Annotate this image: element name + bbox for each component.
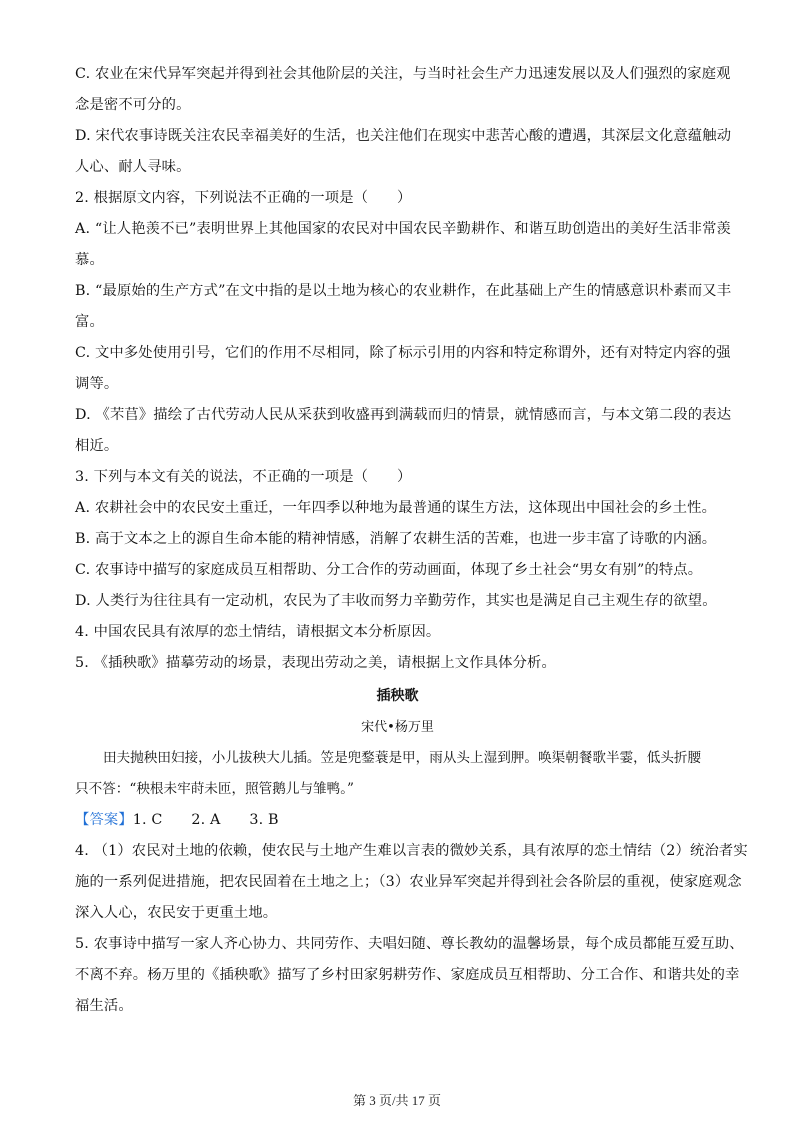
text-line: 人心、耐人寻味。 [75, 159, 191, 175]
answer-text-line: 不离不弃。杨万里的《插秧歌》描写了乡村田家躬耕劳作、家庭成员互相帮助、分工合作、和谐共处的幸 [75, 967, 740, 983]
poem-line: 田夫抛秧田妇接，小儿拔秧大儿插。笠是兜鍪蓑是甲，雨从头上湿到胛。唤渠朝餐歌半霎，低头折腰 [103, 750, 702, 766]
poem-title: 插秧歌 [376, 688, 419, 704]
text-line: C. 农业在宋代异军突起并得到社会其他阶层的关注，与当时社会生产力迅速发展以及人们强烈的家庭观 [75, 66, 731, 82]
text-line: B. “最原始的生产方式”在文中指的是以土地为核心的农业耕作，在此基础上产生的情感意识朴素而又丰 [75, 283, 732, 299]
answer-tag: 【答案】 [75, 812, 133, 828]
text-line: 念是密不可分的。 [75, 97, 191, 113]
question-4: 4. 中国农民具有浓厚的恋土情结，请根据文本分析原因。 [75, 624, 441, 640]
text-line: B. 高于文本之上的源自生命本能的精神情感，消解了农耕生活的苦难，也进一步丰富了诗歌的内涵。 [75, 531, 717, 547]
page-number: 第 3 页/共 17 页 [352, 1093, 442, 1108]
text-line: 慕。 [75, 252, 104, 268]
answer-text-line: 深入人心，农民安于更重土地。 [75, 905, 278, 921]
answer-text-line: 福生活。 [75, 998, 133, 1014]
text-line: A. 农耕社会中的农民安土重迁，一年四季以种地为最普通的谋生方法，这体现出中国社会的乡土性。 [75, 500, 717, 516]
text-line: D. 宋代农事诗既关注农民幸福美好的生活，也关注他们在现实中悲苦心酸的遭遇，其深层文化意蕴触动 [75, 128, 732, 144]
text-line: 富。 [75, 314, 104, 330]
answer-text-line: 4. （1）农民对土地的依赖，使农民与土地产生难以言表的微妙关系，具有浓厚的恋土情结（2）统治者实 [75, 843, 748, 859]
question-5: 5. 《插秧歌》描摹劳动的场景，表现出劳动之美，请根据上文作具体分析。 [75, 655, 556, 671]
text-line: A. “让人艳羡不已”表明世界上其他国家的农民对中国农民辛勤耕作、和谐互助创造出的美好生活非常羡 [75, 221, 731, 237]
poem-author: 宋代•杨万里 [361, 720, 434, 735]
answer-text-line: 施的一系列促进措施，把农民固着在土地之上；（3）农业异军突起并得到社会各阶层的重视，使家庭观念 [75, 874, 742, 890]
document-body [75, 59, 748, 1022]
text-line: 相近。 [75, 438, 119, 454]
answer-choices: 1. C 2. A 3. B [132, 812, 279, 828]
text-line: D. 《芣苢》描绘了古代劳动人民从采获到收盛再到满载而归的情景，就情感而言，与本文第二段的表达 [75, 407, 732, 423]
question-3: 3. 下列与本文有关的说法，不正确的一项是（ ） [75, 469, 412, 485]
answer-text-line: 5. 农事诗中描写一家人齐心协力、共同劳作、夫唱妇随、尊长教幼的温馨场景，每个成员都能互爱互助、 [75, 936, 744, 952]
question-2: 2. 根据原文内容，下列说法不正确的一项是（ ） [75, 190, 412, 206]
text-line: 调等。 [75, 376, 119, 392]
text-line: C. 农事诗中描写的家庭成员互相帮助、分工合作的劳动画面，体现了乡土社会“男女有别”的特点。 [75, 562, 703, 578]
text-line: C. 文中多处使用引号，它们的作用不尽相同，除了标示引用的内容和特定称谓外，还有对特定内容的强 [75, 345, 731, 361]
text-line: D. 人类行为往往具有一定动机，农民为了丰收而努力辛勤劳作，其实也是满足自己主观生存的欲望。 [75, 593, 717, 609]
answer-line [75, 805, 720, 836]
poem-line: 只不答：“秧根未牢莳未匝，照管鹅儿与雏鸭。” [75, 781, 354, 797]
